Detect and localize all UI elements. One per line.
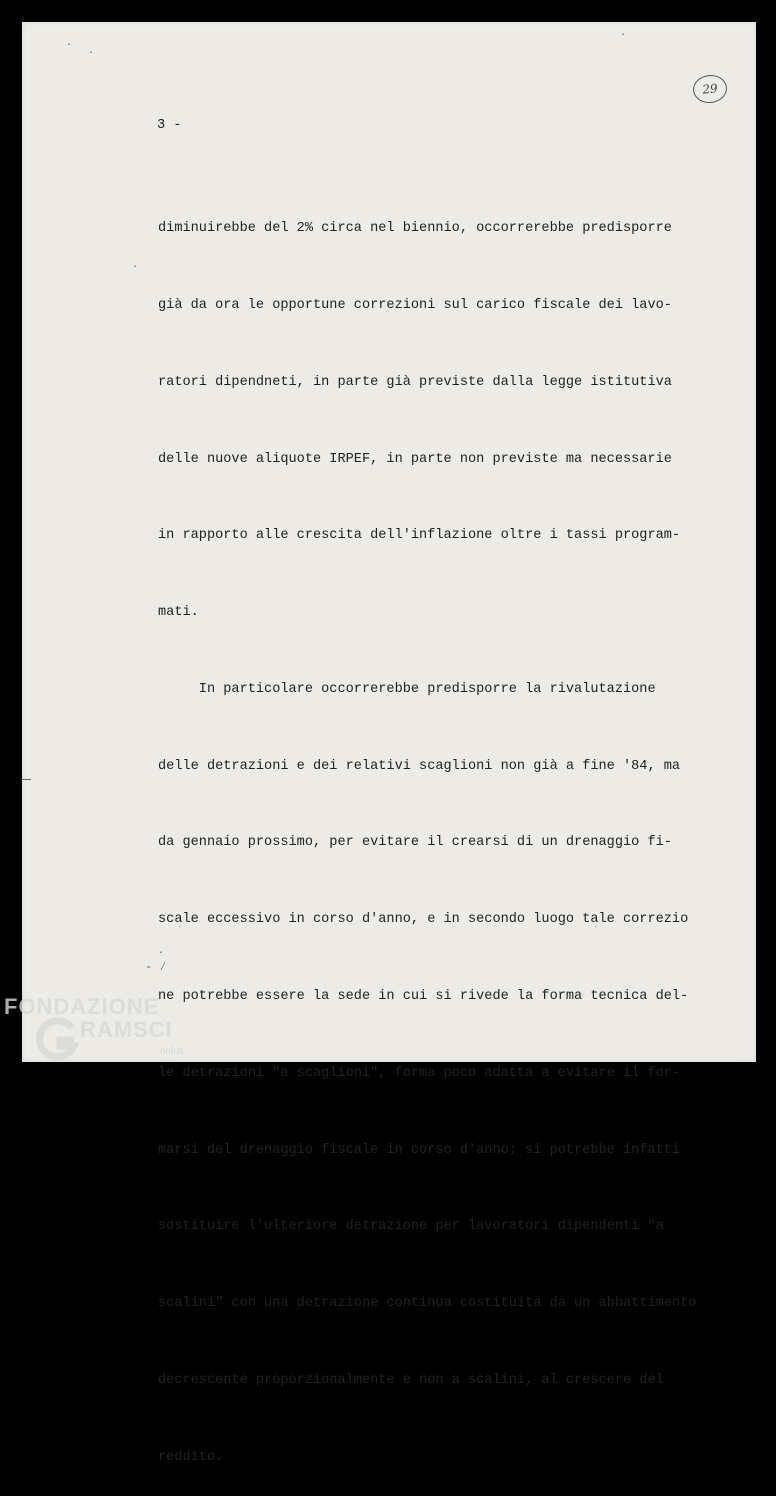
watermark-line2: RAMSCI — [80, 1017, 173, 1042]
watermark-suffix: onlus — [160, 1046, 184, 1057]
text-line: In particolare occorrerebbe predisporre la rivalutazione — [158, 681, 656, 697]
page-number: 3 - — [157, 118, 182, 133]
text-line: le detrazioni "a scaglioni", forma poco adatta a evitare il for- — [158, 1065, 681, 1081]
speck-mark: · — [620, 30, 627, 41]
archive-number-stamp: 29 — [692, 73, 729, 104]
text-line: delle detrazioni e dei relativi scaglioni non già a fine '84, ma — [158, 758, 681, 774]
speck-mark: · — [132, 262, 139, 273]
watermark-g-icon — [34, 1016, 80, 1062]
text-line: scalini" con una detrazione continua costituita da un abbattimento — [158, 1296, 697, 1312]
text-line: scale eccessivo in corso d'anno, e in secondo luogo tale correzio — [158, 912, 689, 928]
text-line: da gennaio prossimo, per evitare il crearsi di un drenaggio fi- — [158, 835, 672, 851]
text-line: delle nuove aliquote IRPEF, in parte non previste ma necessarie — [158, 451, 672, 467]
pencil-mark: - ⁄ — [145, 960, 167, 974]
edge-tick-mark — [22, 779, 31, 780]
text-line: marsi del drenaggio fiscale in corso d'anno; si potrebbe infatti — [158, 1142, 681, 1158]
watermark-logo — [4, 994, 204, 1074]
text-line: ratori dipendneti, in parte già previste dalla legge istitutiva — [158, 374, 672, 390]
text-line: ne potrebbe essere la sede in cui si rivede la forma tecnica del- — [158, 989, 689, 1004]
body-text — [158, 165, 758, 1496]
speck-mark: · — [88, 48, 95, 59]
watermark-line1: FONDAZIONE — [4, 994, 160, 1019]
text-line: in rapporto alle crescita dell'inflazione oltre i tassi program- — [158, 528, 681, 544]
text-line: sostituire l'ulteriore detrazione per lavoratori dipendenti "a — [158, 1219, 664, 1235]
text-line: diminuirebbe del 2% circa nel biennio, occorrerebbe predisporre — [158, 221, 672, 237]
text-line: mati. — [158, 605, 199, 621]
text-line: reddito. — [158, 1449, 224, 1465]
text-line: decrescente proporzionalmente e non a scalini, al crescere del — [158, 1372, 664, 1388]
speck-mark: · — [158, 948, 165, 959]
speck-mark: · — [66, 40, 73, 51]
text-line: già da ora le opportune correzioni sul carico fiscale dei lavo- — [158, 297, 672, 313]
